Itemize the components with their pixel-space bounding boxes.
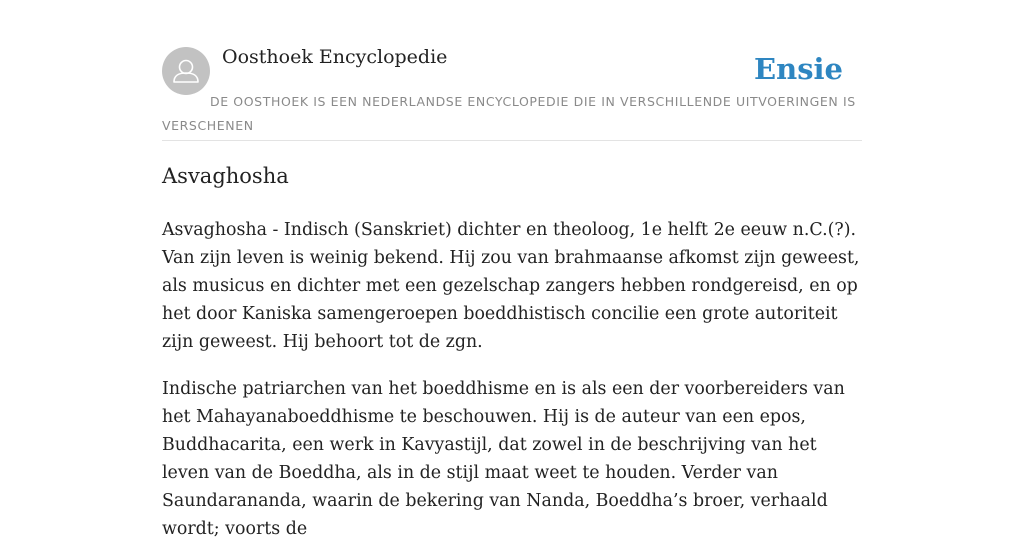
source-tagline: DE OOSTHOEK IS EEN NEDERLANDSE ENCYCLOPEDIE DIE IN VERSCHILLENDE UITVOERINGEN IS VERSCHENEN	[162, 94, 856, 133]
page-container	[162, 0, 862, 539]
user-icon[interactable]	[162, 47, 210, 95]
article-paragraph: Asvaghosha - Indisch (Sanskriet) dichter en theoloog, 1e helft 2e eeuw n.C.(?). Van zijn leven is weinig bekend. Hij zou van brahmaanse afkomst zijn geweest, als musicus en dichter met een gezelschap zangers hebben rondgereisd, en op het door Kaniska samengeroepen boeddhistisch concilie een grote autoriteit zijn geweest. Hij behoort tot de zgn.	[162, 220, 860, 352]
article-paragraph: Indische patriarchen van het boeddhisme en is als een der voorbereiders van het Mahayanaboeddhisme te beschouwen. Hij is de auteur van een epos, Buddhacarita, een werk in Kavyastijl, dat zowel in de beschrijving van het leven van de Boeddha, als in de stijl maat weet te houden. Verder van Saundarananda, waarin de bekering van Nanda, Boeddha’s broer, verhaald wordt; voorts de	[162, 379, 845, 539]
source-header	[162, 0, 862, 141]
article-title: Asvaghosha	[162, 164, 289, 188]
source-name-link[interactable]: Oosthoek Encyclopedie	[222, 46, 448, 68]
brand-logo[interactable]: Ensie	[754, 52, 843, 86]
